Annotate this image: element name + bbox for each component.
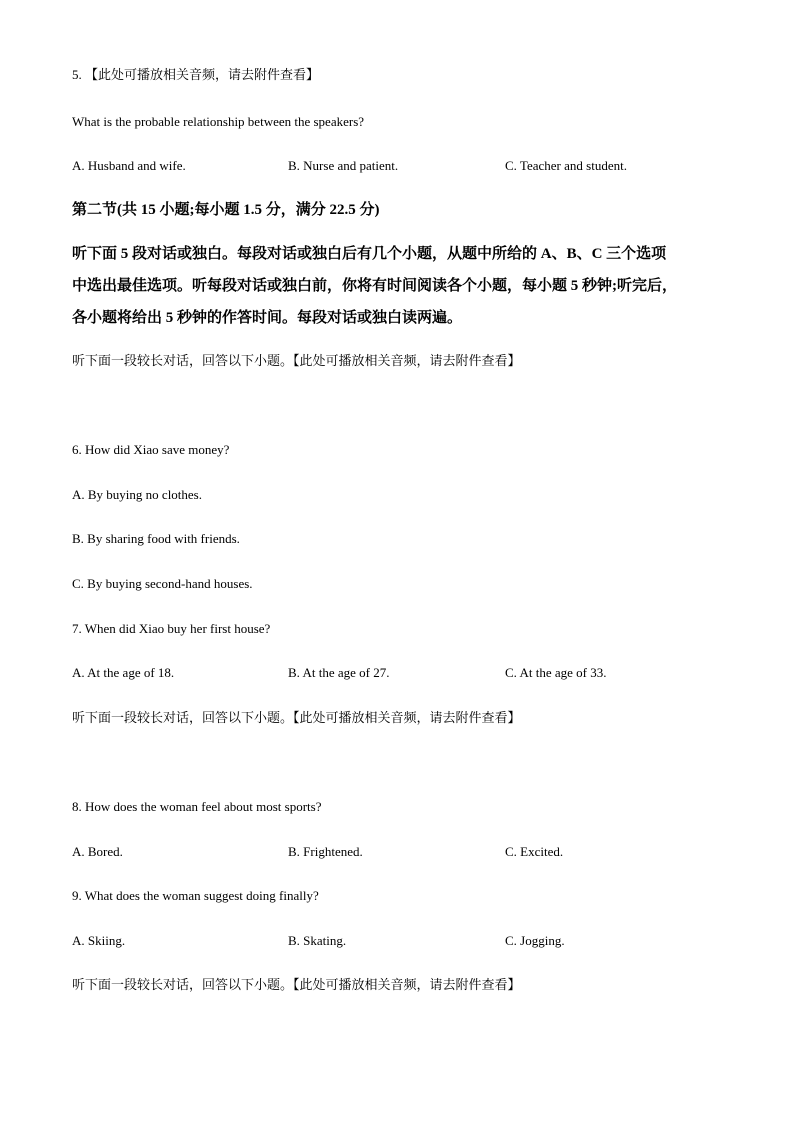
question-7-option-b: B. At the age of 27. [288, 665, 390, 680]
question-6-option-b: B. By sharing food with friends. [72, 531, 240, 546]
question-5-option-c: C. Teacher and student. [505, 158, 627, 173]
question-6-text: 6. How did Xiao save money? [72, 442, 230, 457]
question-8-text: 8. How does the woman feel about most sports? [72, 799, 322, 814]
question-8-option-b: B. Frightened. [288, 844, 363, 859]
question-9-option-c: C. Jogging. [505, 933, 565, 948]
question-7-text: 7. When did Xiao buy her first house? [72, 621, 271, 636]
question-5-text: What is the probable relationship between the speakers? [72, 114, 365, 129]
section-2-instructions-line-2: 中选出最佳选项。听每段对话或独白前，你将有时间阅读各个小题，每小题 5 秒钟;听完后， [72, 278, 677, 294]
question-9-option-a: A. Skiing. [72, 933, 126, 948]
question-7-option-a: A. At the age of 18. [72, 665, 175, 680]
question-5-option-b: B. Nurse and patient. [288, 158, 399, 173]
question-7-option-c: C. At the age of 33. [505, 665, 607, 680]
dialogue-prompt-2: 听下面一段较长对话，回答以下小题。【此处可播放相关音频，请去附件查看】 [72, 710, 521, 725]
section-2-title: 第二节(共 15 小题;每小题 1.5 分，满分 22.5 分) [72, 202, 380, 218]
section-2-instructions-line-1: 听下面 5 段对话或独白。每段对话或独白后有几个小题，从题中所给的 A、B、C 三个选项 [72, 246, 667, 262]
section-2-instructions-line-3: 各小题将给出 5 秒钟的作答时间。每段对话或独白读两遍。 [72, 310, 463, 326]
dialogue-prompt-1: 听下面一段较长对话，回答以下小题。【此处可播放相关音频，请去附件查看】 [72, 353, 521, 368]
question-8-option-a: A. Bored. [72, 844, 123, 859]
question-5-option-a: A. Husband and wife. [72, 158, 186, 173]
question-6-option-c: C. By buying second-hand houses. [72, 576, 253, 591]
question-5-header: 5. 【此处可播放相关音频，请去附件查看】 [72, 67, 320, 82]
question-6-option-a: A. By buying no clothes. [72, 487, 202, 502]
question-9-option-b: B. Skating. [288, 933, 347, 948]
question-8-option-c: C. Excited. [505, 844, 564, 859]
question-9-text: 9. What does the woman suggest doing finally? [72, 888, 319, 903]
dialogue-prompt-3: 听下面一段较长对话，回答以下小题。【此处可播放相关音频，请去附件查看】 [72, 977, 521, 992]
